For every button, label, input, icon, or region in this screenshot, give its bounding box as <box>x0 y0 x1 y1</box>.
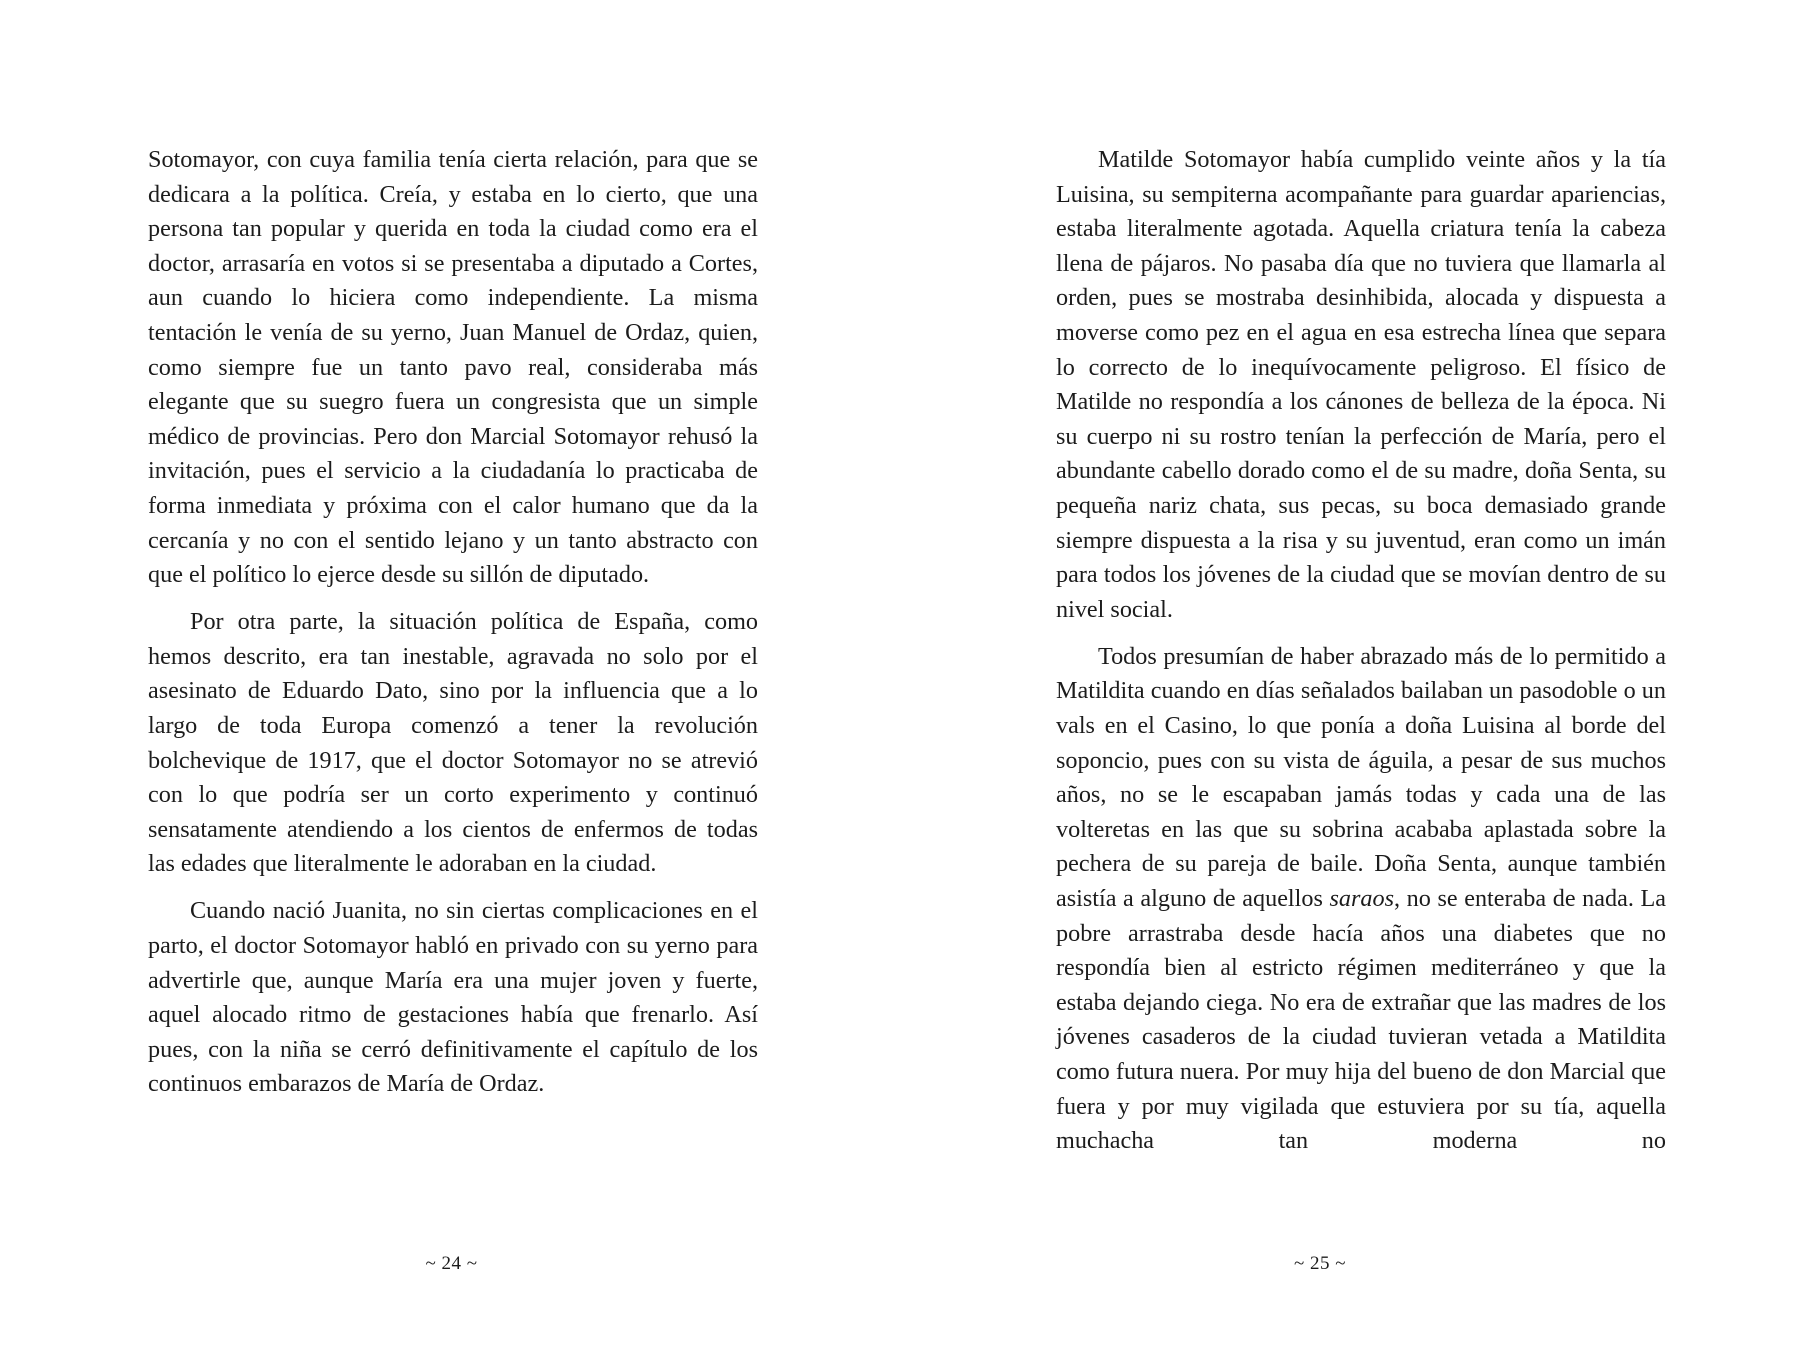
page-number-text: ~ 24 ~ <box>425 1253 478 1274</box>
paragraph <box>1056 640 1666 1159</box>
page-number-text: ~ 25 ~ <box>1293 1253 1347 1274</box>
paragraph-text: Todos presumían de haber abrazado más de lo permitido a Matildita cuando en días señalados bailaban un pasodoble o un vals en el Casino, lo que ponía a doña Luisina al borde del soponcio, pues con su vista de águila, a pesar de sus muchos años, no se le escapaban jamás todas y cada una de las volteretas en las que su sobrina acababa aplastada sobre la pechera de su pareja de baile. Doña Senta, aunque también asistía a alguno de aquellos <box>1056 642 1666 912</box>
paragraph: Matilde Sotomayor había cumplido veinte años y la tía Luisina, su sempiterna acompañante para guardar apariencias, estaba literalmente agotada. Aquella criatura tenía la cabeza llena de pájaros. No pasaba día que no tuviera que llamarla al orden, pues se mostraba desinhibida, alocada y dispuesta a moverse como pez en el agua en esa estrecha línea que separa lo correcto de lo inequívocamente peligroso. El físico de Matilde no respondía a los cánones de belleza de la época. Ni su cuerpo ni su rostro tenían la perfección de María, pero el abundante cabello dorado como el de su madre, doña Senta, su pequeña nariz chata, sus pecas, su boca demasiado grande siempre dispuesta a la risa y su juventud, eran como un imán para todos los jóvenes de la ciudad que se movían dentro de su nivel social. <box>1056 146 1666 623</box>
paragraph-text: , no se enteraba de nada. La pobre arrastraba desde hacía años una diabetes que no respondía bien al estricto régimen mediterráneo y que la estaba dejando ciega. No era de extrañar que las madres de los jóvenes casaderos de la ciudad tuvieran vetada a Matildita como futura nuera. Por muy hija del bueno de don Marcial que fuera y por muy vigilada que estuviera por su tía, aquella muchacha tan moderna no <box>1056 884 1666 1155</box>
left-page-text <box>148 143 758 1115</box>
right-page-text <box>1056 143 1666 1171</box>
paragraph: Cuando nació Juanita, no sin ciertas complicaciones en el parto, el doctor Sotomayor habló en privado con su yerno para advertirle que, aunque María era una mujer joven y fuerte, aquel alocado ritmo de gestaciones había que frenarlo. Así pues, con la niña se cerró definitivamente el capítulo de los continuos embarazos de María de Ordaz. <box>148 897 758 1098</box>
italic-word: saraos <box>1329 884 1395 912</box>
paragraph: Sotomayor, con cuya familia tenía cierta relación, para que se dedicara a la política. Creía, y estaba en lo cierto, que una persona tan popular y querida en toda la ciudad como era el doctor, arrasaría en votos si se presentaba a diputado a Cortes, aun cuando lo hiciera como independiente. La misma tentación le venía de su yerno, Juan Manuel de Ordaz, quien, como siempre fue un tanto pavo real, consideraba más elegante que su suegro fuera un congresista que un simple médico de provincias. Pero don Marcial Sotomayor rehusó la invitación, pues el servicio a la ciudadanía lo practicaba de forma inmediata y próxima con el calor humano que da la cercanía y no con el sentido lejano y un tanto abstracto con que el político lo ejerce desde su sillón de diputado. <box>148 146 758 589</box>
page-number <box>0 1253 903 1275</box>
left-page <box>0 0 903 1358</box>
page-number <box>903 1253 1807 1275</box>
right-page <box>903 0 1807 1358</box>
paragraph: Por otra parte, la situación política de España, como hemos descrito, era tan inestable, agravada no solo por el asesinato de Eduardo Dato, sino por la influencia que a lo largo de toda Europa comenzó a tener la revolución bolchevique de 1917, que el doctor Sotomayor no se atrevió con lo que podría ser un corto experimento y continuó sensatamente atendiendo a los cientos de enfermos de todas las edades que literalmente le adoraban en la ciudad. <box>148 608 758 878</box>
